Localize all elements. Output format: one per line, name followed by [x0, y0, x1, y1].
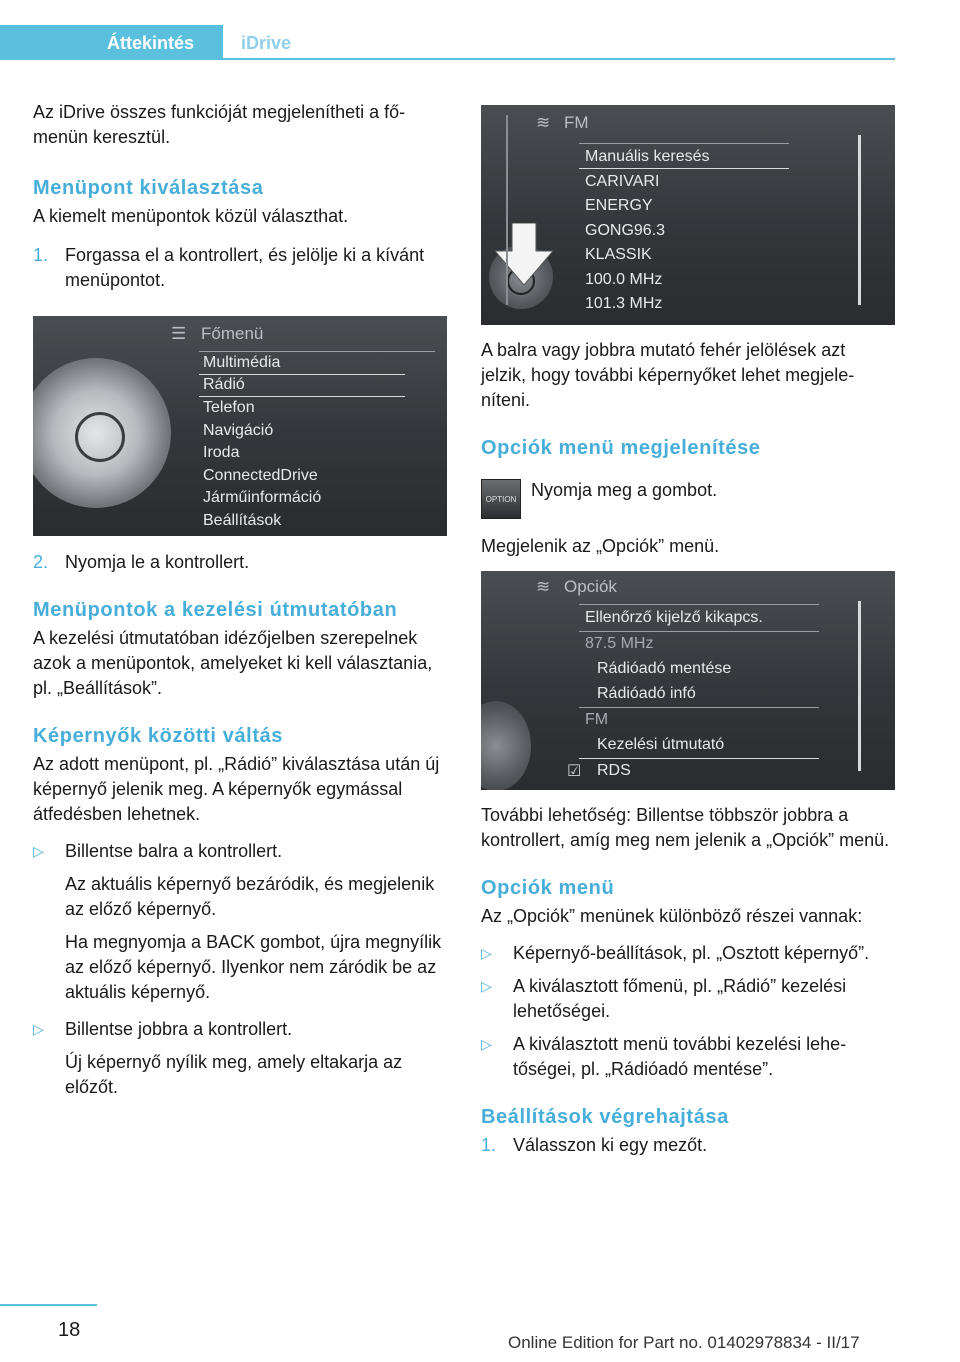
bullet-balra: ▷ Billentse balra a kontrollert. Az aktuális képernyő bezáródik, és megjelenik az előző képernyő. Ha megnyomja a BACK gombot, újra megnyílik az előző képernyő. Ilyenkor nem záródik be az aktuális képernyő. [33, 841, 442, 1002]
screenshot-fomenu [33, 316, 447, 536]
divider [579, 707, 819, 708]
screenshot-fm [481, 105, 895, 325]
controller-knob-icon [481, 701, 531, 790]
screen-title: Főmenü [201, 324, 264, 343]
paragraph: Megjelenik az „Opciók” menü. [481, 536, 720, 556]
menu-item-jarmuinformacio[interactable]: Járműinformáció [203, 489, 322, 506]
paragraph: További lehetőség: Billentse többször jobbra a kontrollert, amíg meg nem jelenik a „Opciók” menü. [481, 805, 890, 850]
header-rule [223, 58, 895, 60]
screenshot-opciok [481, 571, 895, 790]
step-2: 2. Nyomja le a kontrollert. [33, 552, 250, 572]
left-column-top [33, 100, 447, 293]
menu-list-icon: ☰ [171, 324, 187, 343]
option-section-label: FM [585, 711, 609, 728]
step-1: 1. Forgassa el a kontrollert, és jelölje ki a kívánt menüpontot. [33, 245, 425, 290]
station-item[interactable]: KLASSIK [585, 246, 652, 263]
checkbox-checked-icon[interactable]: ☑ [567, 763, 582, 780]
header-tabs [0, 25, 895, 60]
menu-item-telefon[interactable]: Telefon [203, 399, 255, 416]
step-1: 1. Válasszon ki egy mezőt. [481, 1135, 708, 1155]
highlight-line [199, 396, 405, 397]
options-antenna-icon: ≋ [536, 577, 551, 596]
edition-note: Online Edition for Part no. 01402978834 - II/17 [508, 1333, 860, 1352]
menu-item-multimedia[interactable]: Multimédia [203, 354, 281, 371]
triangle-bullet-icon: ▷ [481, 1036, 492, 1052]
option-item[interactable]: Ellenőrző kijelző kikapcs. [585, 609, 763, 626]
triangle-bullet-icon: ▷ [33, 1021, 44, 1037]
divider [579, 604, 819, 605]
station-item[interactable]: CARIVARI [585, 173, 660, 190]
option-item[interactable]: Rádióadó infó [597, 685, 696, 702]
menu-item-beallitasok[interactable]: Beállítások [203, 512, 282, 529]
menu-item-radio[interactable]: Rádió [203, 376, 245, 393]
heading-beallitasok-vegrehajtasa: Beállítások végrehajtása [481, 1106, 729, 1128]
paragraph: Az adott menüpont, pl. „Rádió” kiválasztása után új képernyő jelenik meg. A képernyők egymással átfedésben lehetnek. [33, 754, 440, 824]
page-number: 18 [58, 1319, 81, 1341]
station-item[interactable]: GONG96.3 [585, 222, 666, 239]
intro-text: Az iDrive összes funkcióját megjelenítheti a főmenün keresztül. [33, 102, 406, 147]
triangle-bullet-icon: ▷ [481, 945, 492, 961]
option-item[interactable]: Rádióadó mentése [597, 660, 732, 677]
bullet-tovabbi: ▷ A kiválasztott menü további kezelési lehetőségei, pl. „Rádióadó mentése”. [481, 1034, 847, 1079]
divider [579, 143, 789, 144]
divider [579, 631, 819, 632]
screen-title: FM [564, 113, 589, 132]
paragraph: A balra vagy jobbra mutató fehér jelölések azt jelzik, hogy további képernyőket lehet megjeleníteni. [481, 340, 855, 410]
highlight-line [579, 758, 819, 759]
highlight-line [579, 168, 789, 169]
menu-item-navigacio[interactable]: Navigáció [203, 422, 274, 439]
menu-item-connecteddrive[interactable]: ConnectedDrive [203, 467, 318, 484]
screen-title: Opciók [564, 577, 617, 596]
footer-rule [0, 1304, 97, 1306]
option-section-label: 87.5 MHz [585, 635, 654, 652]
bullet-jobbra: ▷ Billentse jobbra a kontrollert. Új képernyő nyílik meg, amely eltakarja az előzőt. [33, 1019, 403, 1097]
radio-antenna-icon: ≋ [536, 113, 551, 132]
left-column-bottom [33, 550, 447, 1100]
option-button-icon: OPTION [481, 479, 521, 519]
option-item[interactable]: Kezelési útmutató [597, 736, 725, 753]
highlight-line [199, 374, 405, 375]
right-column-bottom [481, 803, 895, 1158]
divider [199, 351, 435, 352]
heading-menupont-kivalasztasa: Menüpont kiválasztása [33, 177, 264, 199]
heading-opciok-menu-megjelenitese: Opciók menü megjelenítése [481, 437, 761, 459]
right-scroll-marker [858, 601, 861, 771]
heading-opciok-menu: Opciók menü [481, 877, 615, 899]
paragraph: Nyomja meg a gombot. [531, 480, 718, 500]
tab-idrive[interactable]: iDrive [241, 33, 292, 53]
arrow-down-icon [495, 223, 553, 285]
paragraph: Az „Opciók” menünek különböző részei vannak: [481, 906, 863, 926]
paragraph: A kiemelt menüpontok közül választhat. [33, 206, 349, 226]
right-column-middle [481, 338, 895, 461]
station-item[interactable]: ENERGY [585, 197, 653, 214]
station-item[interactable]: 101.3 MHz [585, 295, 663, 312]
bullet-kepernyo-beallitasok: ▷ Képernyő-beállítások, pl. „Osztott képernyő”. [481, 941, 895, 966]
menu-item-iroda[interactable]: Iroda [203, 444, 240, 461]
station-item[interactable]: Manuális keresés [585, 148, 710, 165]
heading-menupontok-kezelesi: Menüpontok a kezelési útmutatóban [33, 599, 398, 621]
rotate-icon [75, 412, 125, 462]
station-item[interactable]: 100.0 MHz [585, 271, 663, 288]
option-item[interactable]: RDS [597, 762, 631, 779]
left-scroll-marker [506, 115, 508, 305]
bullet-fomenu: ▷ A kiválasztott főmenü, pl. „Rádió” kezelési lehetőségei. [481, 976, 847, 1021]
triangle-bullet-icon: ▷ [33, 843, 44, 859]
heading-kepernyok-kozotti-valtas: Képernyők közötti váltás [33, 725, 284, 747]
tab-attekintes[interactable]: Áttekintés [0, 25, 223, 60]
triangle-bullet-icon: ▷ [481, 978, 492, 994]
right-scroll-marker [858, 135, 861, 305]
paragraph: A kezelési útmutatóban idézőjelben szerepelnek azok a menüpontok, amelyeket ki kell választania, pl. „Beállítások”. [33, 628, 433, 698]
